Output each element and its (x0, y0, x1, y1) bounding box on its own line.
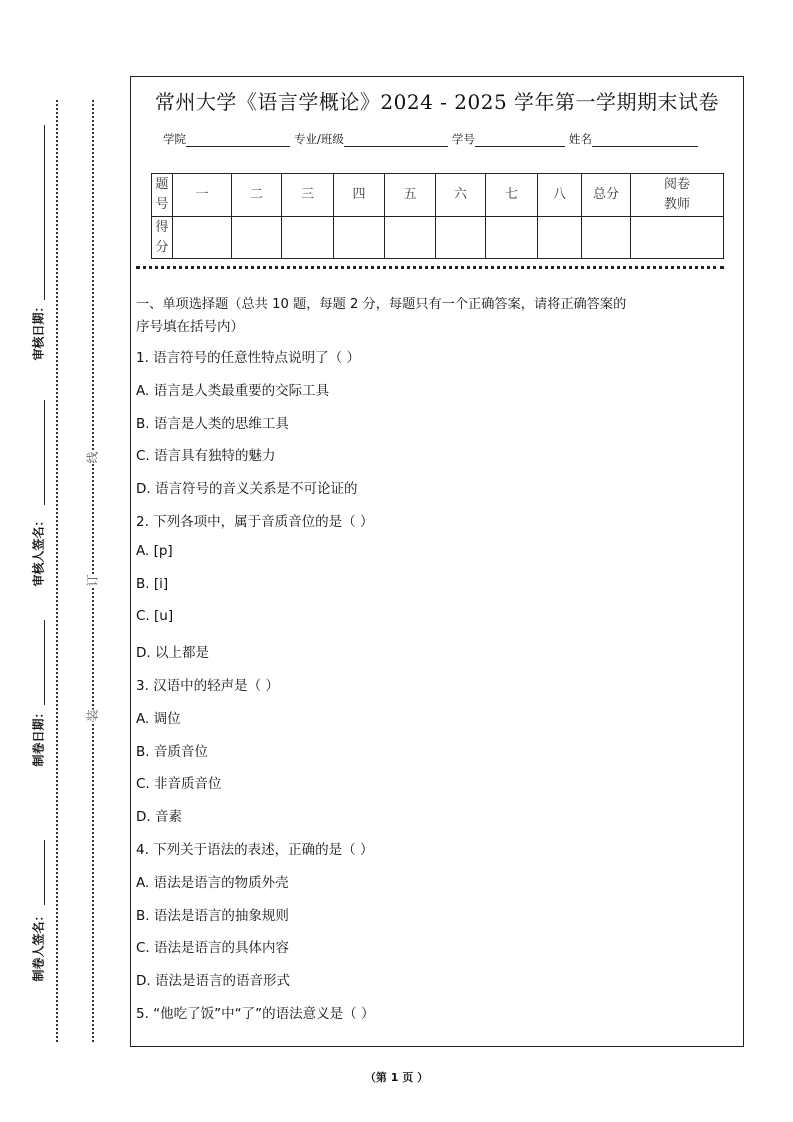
answer-option: B. [i] (136, 575, 169, 592)
answer-option: A. 调位 (136, 710, 181, 727)
question-stem: 4. 下列关于语法的表述，正确的是（ ） (136, 842, 374, 858)
answer-option: C. 非音质音位 (136, 776, 222, 793)
exam-title: 常州大学《语言学概论》2024 - 2025 学年第一学期期末试卷 (154, 90, 720, 114)
header-cell-reviewer: 阅卷教师 (631, 174, 724, 217)
row-label-score: 得分 (152, 217, 173, 259)
question-stem: 3. 汉语中的轻声是（ ） (136, 678, 279, 694)
answer-option: C. [u] (136, 608, 174, 625)
answer-option: B. 音质音位 (136, 743, 208, 760)
question-stem: 2. 下列各项中，属于音质音位的是（ ） (136, 514, 374, 530)
answer-option: D. 以上都是 (136, 645, 209, 662)
review-date-label: 审核日期： (31, 300, 46, 361)
college-field[interactable] (186, 132, 290, 147)
maker-sign-blank (44, 840, 45, 905)
student-id-field[interactable] (475, 132, 565, 147)
answer-option: D. 音素 (136, 809, 182, 826)
score-cell[interactable] (631, 217, 724, 259)
score-cell[interactable] (538, 217, 582, 259)
score-cell[interactable] (486, 217, 538, 259)
binding-mark-zhuang: 装 (85, 709, 100, 722)
answer-option: D. 语言符号的音义关系是不可论证的 (136, 481, 358, 498)
binding-dotted-line-outer (56, 100, 58, 1042)
name-label: 姓名 (568, 132, 592, 146)
header-cell: 二 (232, 174, 282, 217)
header-cell: 三 (282, 174, 334, 217)
header-cell: 五 (385, 174, 436, 217)
answer-option: C. 语法是语言的具体内容 (136, 940, 290, 957)
reviewer-sign-blank (44, 400, 45, 505)
answer-option: A. [p] (136, 542, 173, 559)
binding-mark-xian: 线 (85, 451, 100, 464)
score-cell[interactable] (582, 217, 631, 259)
make-date-label: 制卷日期： (31, 706, 46, 767)
page-number: （第 1 页 ） (364, 1071, 429, 1084)
score-cell[interactable] (334, 217, 385, 259)
score-cell[interactable] (436, 217, 486, 259)
major-label: 专业/班级 (294, 132, 344, 146)
name-field[interactable] (592, 132, 698, 147)
header-cell: 总分 (582, 174, 631, 217)
answer-option: A. 语法是语言的物质外壳 (136, 874, 289, 891)
binding-dotted-line-inner (92, 100, 94, 1042)
header-cell: 四 (334, 174, 385, 217)
answer-option: A. 语言是人类最重要的交际工具 (136, 382, 330, 399)
college-label: 学院 (163, 132, 186, 146)
student-id-label: 学号 (451, 132, 475, 146)
make-date-blank (44, 620, 45, 705)
question-stem: 5. “他吃了饭”中“了”的语法意义是（ ） (136, 1006, 375, 1022)
separator-dotted-line (136, 266, 724, 269)
major-field[interactable] (344, 132, 448, 147)
score-cell[interactable] (232, 217, 282, 259)
row-label-question-no: 题号 (152, 174, 173, 217)
answer-option: B. 语法是语言的抽象规则 (136, 907, 289, 924)
answer-option: B. 语言是人类的思维工具 (136, 415, 289, 432)
score-table (151, 173, 724, 259)
header-cell: 七 (486, 174, 538, 217)
answer-option: C. 语言具有独特的魅力 (136, 448, 276, 465)
header-cell: 六 (436, 174, 486, 217)
score-cell[interactable] (282, 217, 334, 259)
binding-mark-ding: 订 (85, 574, 100, 587)
header-cell: 八 (538, 174, 582, 217)
review-date-blank (44, 125, 45, 300)
answer-option: D. 语法是语言的语音形式 (136, 973, 290, 990)
section-heading: 一、单项选择题（总共 10 题，每题 2 分，每题只有一个正确答案，请将正确答案的 (136, 297, 627, 312)
reviewer-sign-label: 审核人签名： (31, 514, 46, 587)
score-cell[interactable] (173, 217, 232, 259)
section-heading-cont: 序号填在括号内） (136, 319, 244, 335)
score-cell[interactable] (385, 217, 436, 259)
header-cell: 一 (173, 174, 232, 217)
question-stem: 1. 语言符号的任意性特点说明了（ ） (136, 350, 360, 366)
student-info-form (163, 131, 702, 147)
maker-sign-label: 制卷人签名： (31, 909, 46, 982)
